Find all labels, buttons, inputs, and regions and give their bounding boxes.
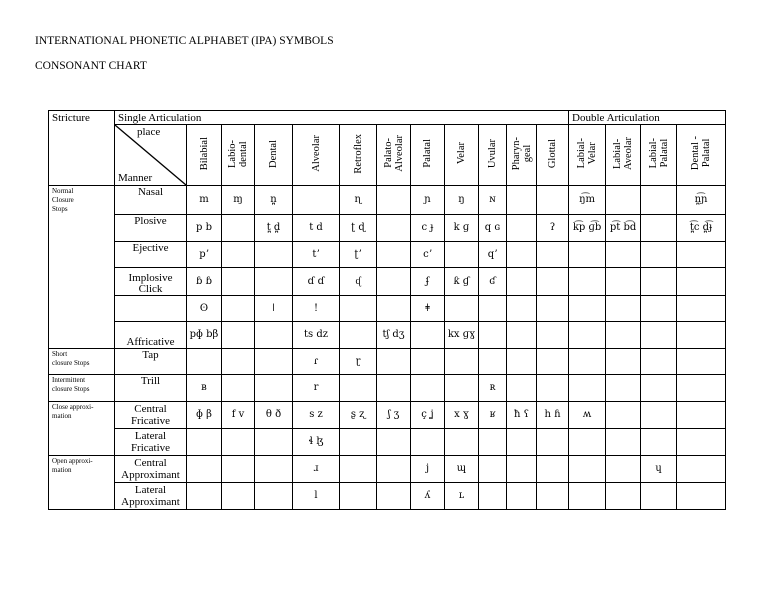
ipa-symbol-cell: l xyxy=(293,482,340,509)
ipa-symbol-cell: q ɢ xyxy=(479,214,507,241)
manner-label: Ejective xyxy=(115,241,187,267)
ipa-symbol-cell xyxy=(187,482,222,509)
ipa-symbol-cell: j xyxy=(411,455,445,482)
ipa-symbol-cell xyxy=(507,186,537,215)
ipa-symbol-cell xyxy=(537,455,569,482)
ipa-symbol-cell: ǀ xyxy=(255,295,293,321)
ipa-symbol-cell xyxy=(606,295,641,321)
manner-label: Manner xyxy=(118,172,153,184)
ipa-symbol-cell xyxy=(606,374,641,401)
ipa-symbol-cell: tʼ xyxy=(293,241,340,267)
ipa-symbol-cell xyxy=(255,482,293,509)
ipa-symbol-cell xyxy=(507,428,537,455)
ipa-symbol-cell: ɴ xyxy=(479,186,507,215)
ipa-symbol-cell xyxy=(641,321,677,348)
ipa-symbol-cell: tʃ dʒ xyxy=(377,321,411,348)
ipa-symbol-cell: f v xyxy=(222,401,255,428)
ipa-symbol-cell: ɰ xyxy=(445,455,479,482)
ipa-symbol-cell: ħ ʕ xyxy=(507,401,537,428)
header-row-places xyxy=(49,125,726,186)
ipa-symbol-cell xyxy=(507,321,537,348)
ipa-symbol-cell xyxy=(377,455,411,482)
ipa-symbol-cell xyxy=(606,267,641,295)
ipa-symbol-cell xyxy=(677,374,726,401)
place-header-label: Labial- Velar xyxy=(576,138,599,169)
ipa-symbol-cell xyxy=(445,295,479,321)
ipa-symbol-cell: p b xyxy=(187,214,222,241)
double-articulation-header: Double Articulation xyxy=(569,111,726,125)
ipa-symbol-cell xyxy=(537,374,569,401)
ipa-symbol-cell xyxy=(377,348,411,374)
ipa-symbol-cell xyxy=(677,348,726,374)
ipa-symbol-cell xyxy=(255,455,293,482)
table-row xyxy=(49,374,726,401)
stricture-label xyxy=(49,267,115,295)
table-row xyxy=(49,241,726,267)
ipa-symbol-cell xyxy=(377,374,411,401)
ipa-symbol-cell xyxy=(641,186,677,215)
place-header xyxy=(479,125,507,186)
ipa-symbol-cell xyxy=(677,428,726,455)
header-row-top xyxy=(49,111,726,125)
ipa-symbol-cell xyxy=(507,267,537,295)
table-row xyxy=(49,455,726,482)
ipa-symbol-cell: ʈ ɖ xyxy=(340,214,377,241)
ipa-symbol-cell xyxy=(479,348,507,374)
table-row xyxy=(49,186,726,215)
stricture-label xyxy=(49,321,115,348)
ipa-symbol-cell: ɹ xyxy=(293,455,340,482)
ipa-symbol-cell: n̪ xyxy=(255,186,293,215)
ipa-symbol-cell xyxy=(377,482,411,509)
stricture-header: Stricture xyxy=(49,111,115,186)
manner-label: Lateral Approximant xyxy=(115,482,187,509)
table-row xyxy=(49,295,726,321)
ipa-symbol-cell xyxy=(641,241,677,267)
ipa-symbol-cell: ts dz xyxy=(293,321,340,348)
manner-label: Nasal xyxy=(115,186,187,215)
ipa-symbol-cell xyxy=(377,267,411,295)
place-header-label: Palatal xyxy=(422,139,433,168)
ipa-symbol-cell xyxy=(537,295,569,321)
ipa-symbol-cell xyxy=(677,401,726,428)
ipa-symbol-cell xyxy=(507,374,537,401)
ipa-symbol-cell xyxy=(569,374,606,401)
ipa-symbol-cell: ɬ ɮ xyxy=(293,428,340,455)
ipa-symbol-cell xyxy=(411,374,445,401)
ipa-symbol-cell xyxy=(537,321,569,348)
ipa-symbol-cell: ʈʼ xyxy=(340,241,377,267)
ipa-symbol-cell xyxy=(377,295,411,321)
place-header-label: Palato- Alveolar xyxy=(382,135,405,172)
table-row xyxy=(49,348,726,374)
place-header xyxy=(507,125,537,186)
ipa-symbol-cell: p͡t b͡d xyxy=(606,214,641,241)
ipa-symbol-cell: t d xyxy=(293,214,340,241)
ipa-symbol-cell xyxy=(677,482,726,509)
ipa-symbol-cell xyxy=(222,295,255,321)
ipa-symbol-cell xyxy=(479,455,507,482)
place-header-label: Retroflex xyxy=(352,133,364,174)
ipa-symbol-cell xyxy=(222,241,255,267)
place-header xyxy=(445,125,479,186)
ipa-symbol-cell xyxy=(222,267,255,295)
ipa-symbol-cell: ʂ ʐ xyxy=(340,401,377,428)
ipa-symbol-cell: ɽ xyxy=(340,348,377,374)
ipa-symbol-cell xyxy=(641,401,677,428)
ipa-symbol-cell xyxy=(641,374,677,401)
ipa-symbol-cell: pʼ xyxy=(187,241,222,267)
place-header xyxy=(255,125,293,186)
ipa-symbol-cell: qʼ xyxy=(479,241,507,267)
manner-label: Lateral Fricative xyxy=(115,428,187,455)
ipa-symbol-cell xyxy=(255,241,293,267)
place-header xyxy=(377,125,411,186)
ipa-symbol-cell xyxy=(641,295,677,321)
ipa-symbol-cell xyxy=(340,374,377,401)
ipa-symbol-cell: cʼ xyxy=(411,241,445,267)
ipa-symbol-cell: h ɦ xyxy=(537,401,569,428)
ipa-symbol-cell xyxy=(222,348,255,374)
ipa-symbol-cell xyxy=(537,348,569,374)
ipa-symbol-cell xyxy=(537,482,569,509)
ipa-symbol-cell xyxy=(641,428,677,455)
place-header-label: Labio- dental xyxy=(227,139,249,168)
ipa-symbol-cell xyxy=(537,241,569,267)
stricture-label: Normal Closure Stops xyxy=(49,186,115,215)
ipa-symbol-cell xyxy=(340,455,377,482)
ipa-symbol-cell xyxy=(411,348,445,374)
ipa-symbol-cell xyxy=(340,321,377,348)
ipa-symbol-cell xyxy=(606,455,641,482)
ipa-symbol-cell xyxy=(606,348,641,374)
ipa-symbol-cell: kx ɡɣ xyxy=(445,321,479,348)
table-row xyxy=(49,482,726,509)
ipa-symbol-cell: ǂ xyxy=(411,295,445,321)
ipa-symbol-cell xyxy=(606,428,641,455)
ipa-symbol-cell xyxy=(641,214,677,241)
ipa-symbol-cell: ɸ β xyxy=(187,401,222,428)
ipa-symbol-cell xyxy=(187,428,222,455)
ipa-symbol-cell xyxy=(255,267,293,295)
ipa-symbol-cell xyxy=(606,186,641,215)
ipa-symbol-cell xyxy=(187,455,222,482)
ipa-symbol-cell xyxy=(537,267,569,295)
ipa-symbol-cell: ʎ xyxy=(411,482,445,509)
ipa-symbol-cell xyxy=(222,455,255,482)
manner-label: Tap xyxy=(115,348,187,374)
table-row xyxy=(49,401,726,428)
ipa-symbol-cell xyxy=(606,401,641,428)
place-manner-corner xyxy=(115,125,187,186)
ipa-symbol-cell xyxy=(569,241,606,267)
place-header-label: Bilabial xyxy=(198,136,210,171)
stricture-label xyxy=(49,214,115,241)
stricture-label: Intermittent closure Stops xyxy=(49,374,115,401)
ipa-symbol-cell xyxy=(222,482,255,509)
ipa-symbol-cell: ʛ xyxy=(479,267,507,295)
ipa-symbol-cell xyxy=(255,321,293,348)
place-header-label: Labial- Aveolar xyxy=(612,136,635,171)
ipa-symbol-cell xyxy=(641,348,677,374)
ipa-symbol-cell xyxy=(641,267,677,295)
ipa-symbol-cell: ʘ xyxy=(187,295,222,321)
ipa-symbol-cell xyxy=(569,455,606,482)
ipa-symbol-cell xyxy=(479,482,507,509)
ipa-symbol-cell xyxy=(507,241,537,267)
stricture-label: Open approxi- mation xyxy=(49,455,115,482)
ipa-symbol-cell: ɳ xyxy=(340,186,377,215)
ipa-symbol-cell: θ ð xyxy=(255,401,293,428)
manner-label: Trill xyxy=(115,374,187,401)
place-header xyxy=(340,125,377,186)
place-header xyxy=(537,125,569,186)
ipa-symbol-cell: ŋ͡m xyxy=(569,186,606,215)
table-row xyxy=(49,214,726,241)
ipa-symbol-cell: n̪͡ɲ xyxy=(677,186,726,215)
ipa-symbol-cell xyxy=(569,295,606,321)
manner-label: Affricative xyxy=(115,321,187,348)
ipa-symbol-cell xyxy=(606,482,641,509)
ipa-symbol-cell xyxy=(340,428,377,455)
ipa-symbol-cell xyxy=(479,295,507,321)
manner-label: Plosive xyxy=(115,214,187,241)
ipa-symbol-cell: ᶑ xyxy=(340,267,377,295)
stricture-label xyxy=(49,295,115,321)
ipa-symbol-cell xyxy=(606,241,641,267)
place-label: place xyxy=(137,126,161,138)
ipa-symbol-cell: ɥ xyxy=(641,455,677,482)
ipa-symbol-cell: c ɟ xyxy=(411,214,445,241)
ipa-symbol-cell xyxy=(507,295,537,321)
place-header-label: Pharyn- geal xyxy=(510,136,533,171)
ipa-symbol-cell xyxy=(641,482,677,509)
ipa-symbol-cell xyxy=(187,348,222,374)
ipa-symbol-cell: ʄ xyxy=(411,267,445,295)
ipa-symbol-cell xyxy=(677,321,726,348)
consonant-chart-table xyxy=(48,110,726,510)
place-header xyxy=(677,125,726,186)
ipa-symbol-cell xyxy=(293,186,340,215)
ipa-symbol-cell: ɗ ɗ xyxy=(293,267,340,295)
ipa-symbol-cell xyxy=(377,186,411,215)
place-header-label: Dental - Palatal xyxy=(690,136,713,171)
ipa-symbol-cell: ɱ xyxy=(222,186,255,215)
ipa-symbol-cell xyxy=(507,348,537,374)
ipa-symbol-cell xyxy=(445,348,479,374)
ipa-symbol-cell: s z xyxy=(293,401,340,428)
table-row xyxy=(49,321,726,348)
manner-label xyxy=(115,295,187,321)
ipa-symbol-cell: t̪͡c d̪͡ɟ xyxy=(677,214,726,241)
ipa-symbol-cell: ʍ xyxy=(569,401,606,428)
place-header xyxy=(187,125,222,186)
ipa-symbol-cell xyxy=(340,482,377,509)
manner-label: Central Approximant xyxy=(115,455,187,482)
ipa-symbol-cell xyxy=(411,321,445,348)
ipa-symbol-cell xyxy=(677,455,726,482)
ipa-symbol-cell: pɸ bβ xyxy=(187,321,222,348)
ipa-symbol-cell xyxy=(377,241,411,267)
place-header xyxy=(606,125,641,186)
place-header xyxy=(293,125,340,186)
stricture-label xyxy=(49,241,115,267)
ipa-symbol-cell xyxy=(340,295,377,321)
ipa-symbol-cell: ç ʝ xyxy=(411,401,445,428)
ipa-symbol-cell xyxy=(569,267,606,295)
chart-subtitle: CONSONANT CHART xyxy=(35,60,147,72)
ipa-symbol-cell: m xyxy=(187,186,222,215)
ipa-symbol-cell xyxy=(677,267,726,295)
ipa-symbol-cell xyxy=(222,321,255,348)
place-header xyxy=(569,125,606,186)
manner-label: Central Fricative xyxy=(115,401,187,428)
ipa-symbol-cell xyxy=(255,428,293,455)
ipa-symbol-cell: ʁ xyxy=(479,401,507,428)
ipa-symbol-cell xyxy=(537,428,569,455)
ipa-symbol-cell xyxy=(479,321,507,348)
place-header-label: Velar xyxy=(456,142,467,165)
ipa-symbol-cell: r xyxy=(293,374,340,401)
place-header-label: Uvular xyxy=(487,138,498,169)
ipa-symbol-cell xyxy=(445,241,479,267)
ipa-symbol-cell: k ɡ xyxy=(445,214,479,241)
ipa-symbol-cell: k͡p ɡ͡b xyxy=(569,214,606,241)
ipa-symbol-cell xyxy=(222,374,255,401)
stricture-label xyxy=(49,482,115,509)
table-row xyxy=(49,267,726,295)
place-header xyxy=(222,125,255,186)
ipa-symbol-cell xyxy=(445,428,479,455)
ipa-symbol-cell xyxy=(222,428,255,455)
ipa-symbol-cell xyxy=(377,214,411,241)
ipa-symbol-cell xyxy=(569,348,606,374)
ipa-symbol-cell xyxy=(411,428,445,455)
single-articulation-header: Single Articulation xyxy=(115,111,569,125)
ipa-symbol-cell xyxy=(255,348,293,374)
ipa-symbol-cell: x ɣ xyxy=(445,401,479,428)
ipa-symbol-cell xyxy=(569,428,606,455)
place-header-label: Glottal xyxy=(547,138,559,169)
ipa-symbol-cell xyxy=(222,214,255,241)
ipa-symbol-cell: t̪ d̪ xyxy=(255,214,293,241)
ipa-symbol-cell xyxy=(377,428,411,455)
ipa-symbol-cell xyxy=(255,374,293,401)
ipa-symbol-cell xyxy=(569,482,606,509)
ipa-symbol-cell: ɓ ɓ xyxy=(187,267,222,295)
ipa-symbol-cell xyxy=(606,321,641,348)
place-header xyxy=(641,125,677,186)
ipa-symbol-cell: ! xyxy=(293,295,340,321)
place-header-label: Labial- Palatal xyxy=(647,138,670,169)
ipa-symbol-cell xyxy=(677,241,726,267)
manner-label: Implosive Click xyxy=(115,267,187,295)
ipa-symbol-cell: ɾ xyxy=(293,348,340,374)
ipa-symbol-cell xyxy=(507,214,537,241)
table-row xyxy=(49,428,726,455)
ipa-symbol-cell: ʟ xyxy=(445,482,479,509)
ipa-symbol-cell: ƙ ɠ xyxy=(445,267,479,295)
stricture-label xyxy=(49,428,115,455)
ipa-symbol-cell: ʃ ʒ xyxy=(377,401,411,428)
ipa-symbol-cell: ʔ xyxy=(537,214,569,241)
ipa-symbol-cell xyxy=(569,321,606,348)
ipa-symbol-cell xyxy=(537,186,569,215)
ipa-symbol-cell: ʀ xyxy=(479,374,507,401)
ipa-symbol-cell xyxy=(445,374,479,401)
stricture-label: Short closure Stops xyxy=(49,348,115,374)
ipa-symbol-cell: ʙ xyxy=(187,374,222,401)
place-header xyxy=(411,125,445,186)
ipa-symbol-cell: ŋ xyxy=(445,186,479,215)
place-header-label: Alveolar xyxy=(310,135,322,172)
page-title: INTERNATIONAL PHONETIC ALPHABET (IPA) SYMBOLS xyxy=(35,35,334,47)
place-header-label: Dental xyxy=(268,139,279,168)
ipa-symbol-cell: ɲ xyxy=(411,186,445,215)
ipa-symbol-cell xyxy=(479,428,507,455)
stricture-label: Close approxi- mation xyxy=(49,401,115,428)
ipa-symbol-cell xyxy=(677,295,726,321)
ipa-symbol-cell xyxy=(507,482,537,509)
ipa-symbol-cell xyxy=(507,455,537,482)
